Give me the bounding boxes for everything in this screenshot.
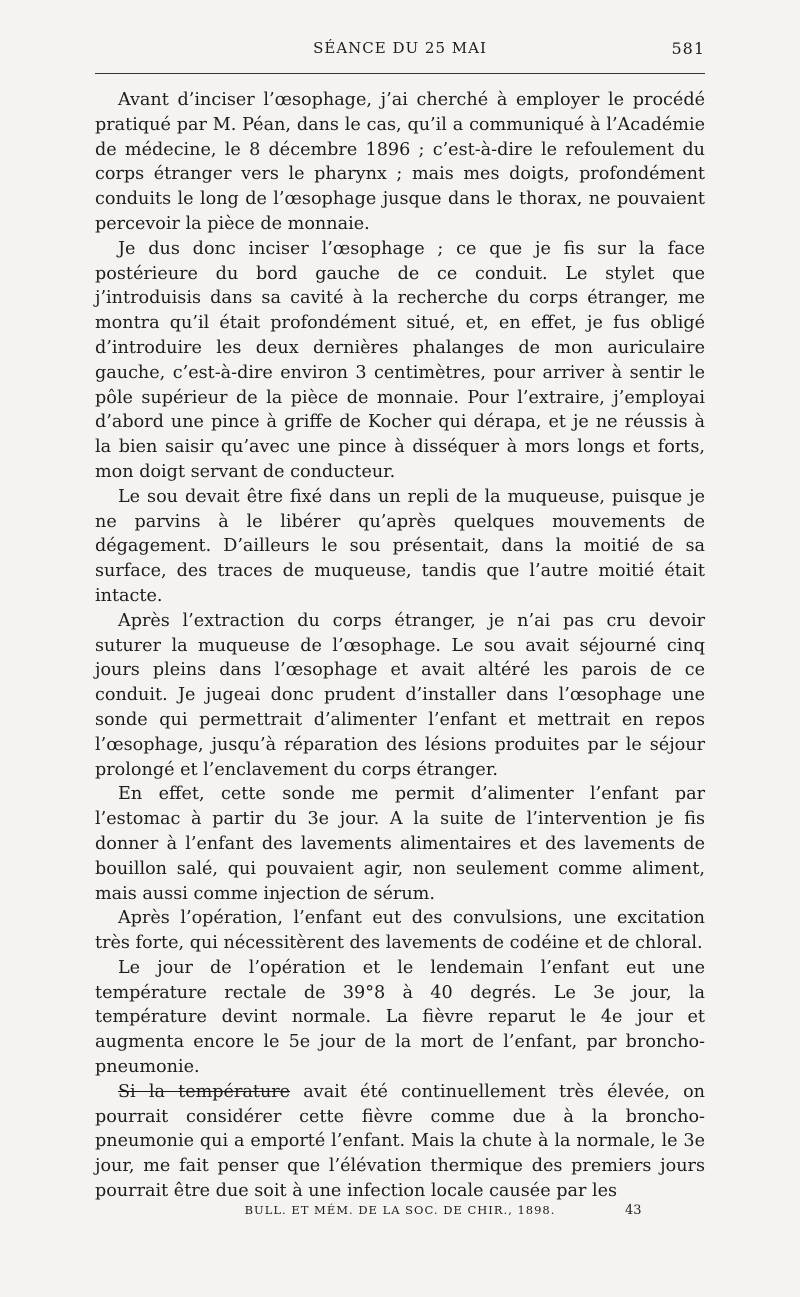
signature-mark: 43 <box>625 1202 642 1218</box>
paragraph: Avant d’inciser l’œsophage, j’ai cherché à employer le procédé pratiqué par M. Péan, dans le cas, qu’il a communiqué à l’Académie de médecine, le 8 décembre 1896 ; c’est-à-dire le refoulement du corps étranger vers le pharynx ; mais mes doigts, profondément conduits le long de l’œsophage jusque dans le thorax, ne pouvaient percevoir la pièce de monnaie. <box>95 90 705 234</box>
paragraph: Je dus donc inciser l’œsophage ; ce que je fis sur la face postérieure du bord gauche de ce conduit. Le stylet que j’introduisis dans sa cavité à la recherche du corps étranger, me montra qu’il était profondément situé, et, en effet, je fus obligé d’introduire les deux dernières phalanges de mon auriculaire gauche, c’est-à-dire environ 3 centimètres, pour arriver à sentir le pôle supérieur de la pièce de monnaie. Pour l’extraire, j’employai d’abord une pince à griffe de Kocher qui dérapa, et je ne réussis à la bien saisir qu’avec une pince à disséquer à mors longs et forts, mon doigt servant de conducteur. <box>95 238 705 482</box>
paragraph-continuation: avait été continuellement très élevée, on pourrait considérer cette fièvre comme due à la broncho-pneumonie qui a emporté l’enfant. Mais la chute à la normale, le 3e jour, me fait penser que l’élévation thermique des premiers jours pourrait être due soit à une infection locale causée par les <box>95 1081 705 1202</box>
journal-reference: BULL. ET MÉM. DE LA SOC. DE CHIR., 1898. <box>244 1203 556 1217</box>
page-header <box>95 28 705 68</box>
page-number: 581 <box>671 38 705 58</box>
paragraph: Après l’opération, l’enfant eut des convulsions, une excitation très forte, qui nécessitèrent des lavements de codéine et de chloral. <box>95 908 705 954</box>
paragraph: En effet, cette sonde me permit d’alimenter l’enfant par l’estomac à partir du 3e jour. A la suite de l’intervention je fis donner à l’enfant des lavements alimentaires et des lavements de bouillon salé, qui pouvaient agir, non seulement comme aliment, mais aussi comme injection de sérum. <box>95 784 705 904</box>
paragraph: Le jour de l’opération et le lendemain l’enfant eut une température rectale de 39°8 à 40 degrés. Le 3e jour, la température devint normale. La fièvre reparut le 4e jour et augmenta encore le 5e jour de la mort de l’enfant, par broncho-pneumonie. <box>95 957 705 1078</box>
body-text <box>95 88 705 1204</box>
header-rule <box>95 73 705 74</box>
running-title: SÉANCE DU 25 MAI <box>313 39 487 57</box>
struck-text: Si la température <box>118 1081 291 1102</box>
paragraph: Après l’extraction du corps étranger, je n’ai pas cru devoir suturer la muqueuse de l’œsophage. Le sou avait séjourné cinq jours pleins dans l’œsophage et avait altéré les parois de ce conduit. Je jugeai donc prudent d’installer dans l’œsophage une sonde qui permettrait d’alimenter l’enfant et mettrait en repos l’œsophage, jusqu’à réparation des lésions produites par le séjour prolongé et l’enclavement du corps étranger. <box>95 610 705 780</box>
paragraph-last <box>95 1080 705 1204</box>
paragraph: Le sou devait être fixé dans un repli de la muqueuse, puisque je ne parvins à le libérer qu’après quelques mouvements de dégagement. D’ailleurs le sou présentait, dans la moitié de sa surface, des traces de muqueuse, tandis que l’autre moitié était intacte. <box>95 486 705 606</box>
page-footer <box>95 1198 705 1222</box>
